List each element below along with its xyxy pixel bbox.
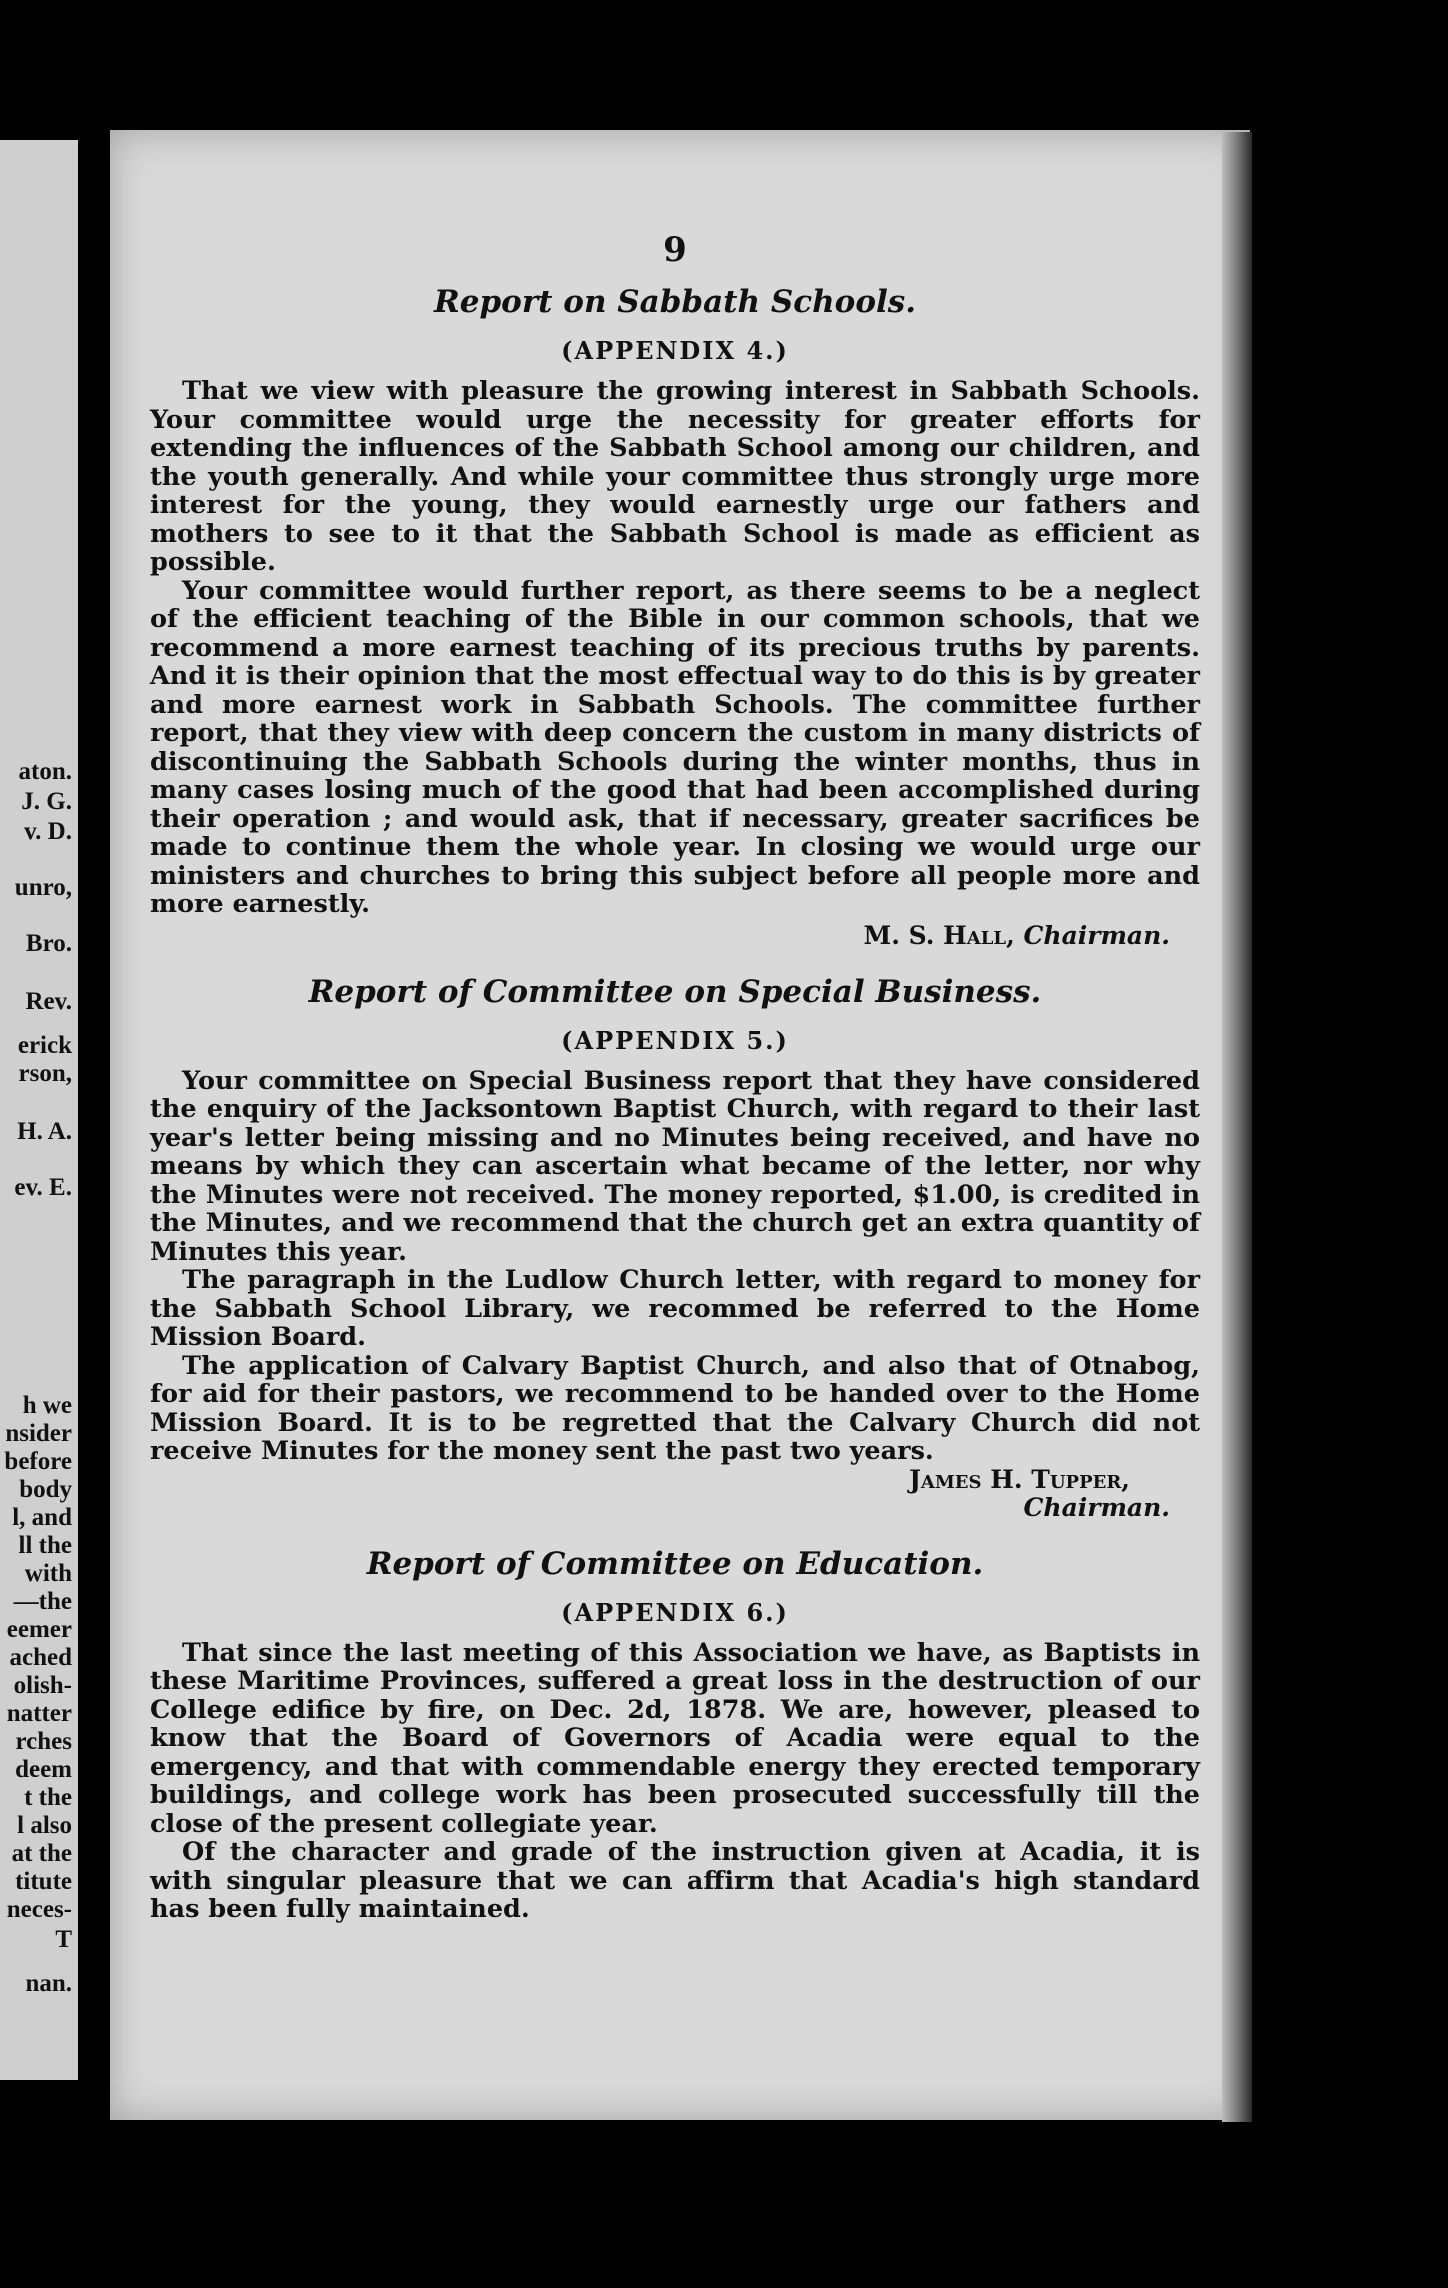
signature xyxy=(150,921,1170,950)
paragraph: That we view with pleasure the growing interest in Sabbath Schools. Your committee would urge the necessity for greater efforts for extending the influences of the Sabbath School among our children, and the youth generally. And while your committee thus strongly urge more interest for the young, they would earnestly urge our fathers and mothers to see to it that the Sabbath School is made as efficient as possible. xyxy=(150,376,1200,577)
left-fragment: olish- xyxy=(13,1672,72,1699)
left-fragment: h we xyxy=(22,1392,72,1419)
paragraph: That since the last meeting of this Association we have, as Baptists in these Maritime Provinces, suffered a great loss in the destruction of our College edifice by fire, on Dec. 2d, 1878. We are, however, pleased to know that the Board of Governors of Acadia were equal to the emergency, and that with commendable energy they erected temporary buildings, and college work has been prosecuted successfully till the close of the present collegiate year. xyxy=(150,1637,1200,1839)
left-fragment: l, and xyxy=(12,1504,72,1531)
left-fragment: rches xyxy=(15,1728,72,1755)
section-education xyxy=(150,1546,1200,1924)
signature-role: Chairman. xyxy=(1023,1492,1170,1522)
left-fragment: Rev. xyxy=(25,988,72,1015)
section-title: Report of Committee on Special Business. xyxy=(308,973,1042,1010)
left-fragment: l also xyxy=(17,1812,72,1839)
left-fragment: t the xyxy=(24,1784,72,1811)
page-content xyxy=(150,230,1200,1924)
left-fragment: before xyxy=(4,1448,72,1475)
left-fragment: with xyxy=(24,1560,72,1587)
left-fragment: titute xyxy=(15,1868,72,1895)
paragraph: Your committee on Special Business report that they have considered the enquiry of the Jacksontown Baptist Church, with regard to their last year's letter being missing and no Minutes being received, and have no means by which they can ascertain what became of the letter, nor why the Minutes were not received. The money reported, $1.00, is credited in the Minutes, and we recommend that the church get an extra quantity of Minutes this year. xyxy=(150,1065,1200,1267)
left-fragment: H. A. xyxy=(17,1118,72,1145)
paragraph: The application of Calvary Baptist Church, and also that of Otnabog, for aid for their pastors, we recommend to be handed over to the Home Mission Board. It is to be regretted that the Calvary Church did not receive Minutes for the money sent the past two years. xyxy=(150,1350,1200,1466)
signature-name: M. S. Hall, xyxy=(863,920,1015,950)
page-number: 9 xyxy=(663,230,687,270)
left-fragment: ached xyxy=(9,1644,72,1671)
document-page xyxy=(110,130,1250,2120)
left-fragment: ev. E. xyxy=(14,1174,72,1201)
left-fragment: body xyxy=(19,1476,72,1503)
left-page-edge xyxy=(0,140,78,2080)
left-fragment: at the xyxy=(11,1840,72,1867)
section-title: Report of Committee on Education. xyxy=(366,1545,984,1582)
left-fragment: nan. xyxy=(25,1970,72,1997)
signature xyxy=(150,1466,1170,1522)
appendix-label: (APPENDIX 6.) xyxy=(561,1597,789,1627)
section-title: Report on Sabbath Schools. xyxy=(433,284,917,320)
left-fragment: v. D. xyxy=(24,818,72,845)
appendix-label: (APPENDIX 4.) xyxy=(561,336,789,365)
left-fragment: nsider xyxy=(5,1420,72,1447)
left-fragment: rson, xyxy=(18,1060,72,1087)
appendix-label: (APPENDIX 5.) xyxy=(561,1025,789,1055)
left-fragment: erick xyxy=(17,1032,72,1059)
section-sabbath-schools xyxy=(150,284,1200,950)
signature-name: James H. Tupper, xyxy=(909,1464,1130,1494)
left-fragment: deem xyxy=(15,1756,72,1783)
page-binding-edge xyxy=(1222,132,1252,2122)
paragraph: Of the character and grade of the instruction given at Acadia, it is with singular pleasure that we can affirm that Acadia's high standard has been fully maintained. xyxy=(150,1837,1200,1924)
left-fragment: natter xyxy=(6,1700,72,1727)
paragraph: Your committee would further report, as there seems to be a neglect of the efficient teaching of the Bible in our common schools, that we recommend a more earnest teaching of its precious truths by parents. And it is their opinion that the most effectual way to do this is by greater and more earnest work in Sabbath Schools. The committee further report, that they view with deep concern the custom in many districts of discontinuing the Sabbath Schools during the winter months, thus in many cases losing much of the good that had been accomplished during their operation ; and would ask, that if necessary, greater sacrifices be made to continue them the whole year. In closing we would urge our ministers and churches to bring this subject before all people more and more earnestly. xyxy=(150,575,1200,919)
left-fragment: —the xyxy=(13,1588,72,1615)
left-fragment: Bro. xyxy=(25,930,72,957)
left-fragment: J. G. xyxy=(21,788,72,815)
left-fragment: ll the xyxy=(18,1532,72,1559)
section-special-business xyxy=(150,974,1200,1522)
left-fragment: aton. xyxy=(18,758,72,785)
left-fragment: T xyxy=(55,1926,72,1953)
paragraph: The paragraph in the Ludlow Church letter, with regard to money for the Sabbath School Library, we recommed be referred to the Home Mission Board. xyxy=(150,1265,1200,1352)
left-fragment: neces- xyxy=(6,1896,72,1923)
left-fragment: eemer xyxy=(6,1616,72,1643)
signature-role: Chairman. xyxy=(1023,920,1170,950)
left-fragment: unro, xyxy=(14,874,72,901)
